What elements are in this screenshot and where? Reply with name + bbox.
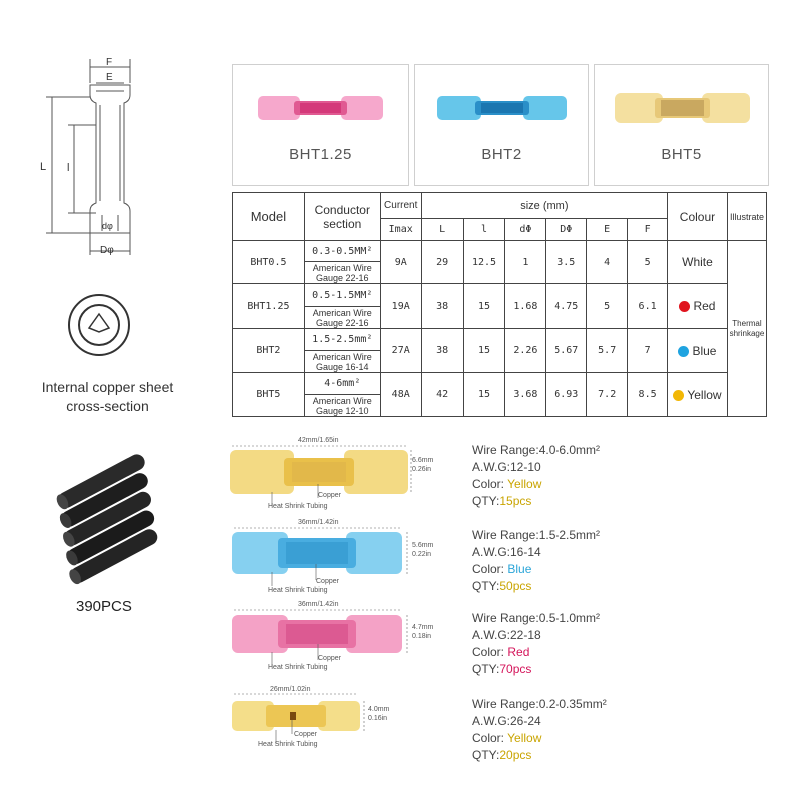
header-imax: Imax	[380, 219, 421, 241]
row-D: 3.5	[546, 241, 587, 284]
product-card-bht2	[414, 64, 589, 186]
diameter-in-label: 0.18in	[412, 633, 432, 640]
color-label: Color:	[472, 731, 505, 745]
cross-section-caption	[20, 378, 195, 416]
row-section: 4-6mm²	[304, 373, 380, 395]
red-dot-icon	[679, 301, 690, 312]
row-d: 1.68	[505, 284, 546, 329]
row-colour	[668, 329, 728, 373]
row-l: 12.5	[463, 241, 505, 284]
row-L: 42	[421, 373, 463, 417]
row-awg: American Wire Gauge 22-16	[304, 307, 380, 329]
color-line	[472, 730, 607, 747]
row-D: 5.67	[546, 329, 587, 373]
header-illustrate: Illustrate	[727, 193, 766, 241]
row-L: 38	[421, 329, 463, 373]
row-colour	[668, 284, 728, 329]
label-F: F	[106, 57, 113, 68]
header-E: E	[587, 219, 628, 241]
product-name: BHT2	[481, 146, 522, 163]
diameter-mm-label: 5.6mm	[412, 542, 434, 549]
length-label: 36mm/1.42in	[298, 601, 339, 608]
blue-dot-icon	[678, 346, 689, 357]
qty-label: QTY:	[472, 579, 500, 593]
diameter-in-label: 0.16in	[368, 715, 388, 722]
header-d: dΦ	[505, 219, 546, 241]
terminal-dimension-drawing	[30, 55, 190, 265]
wire-range: Wire Range:4.0-6.0mm²	[472, 443, 601, 457]
row-F: 5	[628, 241, 668, 284]
row-E: 5.7	[587, 329, 628, 373]
colour-text: Blue	[692, 343, 717, 358]
label-D: Dφ	[100, 245, 114, 256]
wire-range: Wire Range:0.2-0.35mm²	[472, 697, 607, 711]
copper-label: Copper	[318, 655, 341, 662]
connector-image-blue	[226, 518, 416, 598]
qty-value: 50pcs	[499, 579, 532, 593]
row-l: 15	[463, 373, 505, 417]
row-L: 38	[421, 284, 463, 329]
label-l: l	[67, 162, 70, 174]
wire-range: Wire Range:0.5-1.0mm²	[472, 611, 601, 625]
row-colour	[668, 373, 728, 417]
row-F: 7	[628, 329, 668, 373]
row-d: 2.26	[505, 329, 546, 373]
copper-label: Copper	[294, 731, 317, 738]
qty-line	[472, 578, 600, 595]
row-d: 3.68	[505, 373, 546, 417]
row-awg: American Wire Gauge 12-10	[304, 395, 380, 417]
qty-label: QTY:	[472, 748, 500, 762]
color-line	[472, 561, 600, 578]
tubing-label: Heat Shrink Tubing	[268, 664, 328, 671]
row-awg: American Wire Gauge 16-14	[304, 351, 380, 373]
header-colour: Colour	[668, 193, 728, 241]
header-L: L	[421, 219, 463, 241]
awg: A.W.G:26-24	[472, 714, 541, 728]
qty-value: 20pcs	[499, 748, 532, 762]
length-label: 26mm/1.02in	[270, 686, 311, 693]
spec-block-3	[472, 610, 600, 678]
color-value: Yellow	[507, 477, 542, 491]
row-E: 4	[587, 241, 628, 284]
header-l: l	[463, 219, 505, 241]
copper-label: Copper	[316, 578, 339, 585]
color-line	[472, 644, 600, 661]
header-size: size (mm)	[421, 193, 667, 219]
row-l: 15	[463, 329, 505, 373]
label-d: dφ	[102, 221, 113, 231]
header-current: Current	[380, 193, 421, 219]
black-tubes-image	[38, 450, 188, 585]
row-model: BHT5	[233, 373, 305, 417]
row-model: BHT2	[233, 329, 305, 373]
row-E: 7.2	[587, 373, 628, 417]
qty-line	[472, 493, 600, 510]
cross-section-icon	[66, 292, 132, 358]
header-model: Model	[233, 193, 305, 241]
qty-value: 15pcs	[499, 494, 532, 508]
row-model: BHT1.25	[233, 284, 305, 329]
caption-line-2: cross-section	[66, 398, 149, 414]
spec-block-2	[472, 527, 600, 595]
illustrate-value: Thermal shrinkage	[727, 241, 766, 417]
product-name: BHT1.25	[289, 146, 352, 163]
row-F: 8.5	[628, 373, 668, 417]
tubing-label: Heat Shrink Tubing	[258, 741, 318, 748]
tubing-label: Heat Shrink Tubing	[268, 587, 328, 594]
row-D: 4.75	[546, 284, 587, 329]
awg: A.W.G:22-18	[472, 628, 541, 642]
row-section: 1.5-2.5mm²	[304, 329, 380, 351]
header-conductor: Conductor section	[304, 193, 380, 241]
colour-text: White	[682, 255, 713, 269]
diameter-in-label: 0.22in	[412, 551, 432, 558]
color-line	[472, 476, 600, 493]
row-F: 6.1	[628, 284, 668, 329]
diameter-mm-label: 4.0mm	[368, 706, 390, 713]
row-D: 6.93	[546, 373, 587, 417]
copper-label: Copper	[318, 492, 341, 499]
label-L: L	[40, 161, 47, 173]
tubing-label: Heat Shrink Tubing	[268, 503, 328, 510]
header-F: F	[628, 219, 668, 241]
row-colour	[668, 241, 728, 284]
row-section: 0.3-0.5MM²	[304, 241, 380, 262]
awg: A.W.G:16-14	[472, 545, 541, 559]
row-imax: 27A	[380, 329, 421, 373]
length-label: 42mm/1.65in	[298, 437, 339, 444]
color-label: Color:	[472, 562, 505, 576]
row-awg: American Wire Gauge 22-16	[304, 262, 380, 284]
bht125-connector-image	[258, 93, 383, 123]
wire-range: Wire Range:1.5-2.5mm²	[472, 528, 601, 542]
awg: A.W.G:12-10	[472, 460, 541, 474]
spec-block-4	[472, 696, 607, 764]
qty-label: QTY:	[472, 494, 500, 508]
row-imax: 9A	[380, 241, 421, 284]
diameter-in-label: 0.26in	[412, 466, 432, 473]
spec-block-1	[472, 442, 600, 510]
qty-label: QTY:	[472, 662, 500, 676]
label-E: E	[106, 72, 113, 83]
yellow-dot-icon	[673, 390, 684, 401]
product-card-bht5	[594, 64, 769, 186]
colour-text: Yellow	[687, 387, 722, 402]
product-name: BHT5	[661, 146, 702, 163]
color-value: Yellow	[507, 731, 542, 745]
color-label: Color:	[472, 477, 505, 491]
row-L: 29	[421, 241, 463, 284]
row-imax: 48A	[380, 373, 421, 417]
row-imax: 19A	[380, 284, 421, 329]
product-card-bht125	[232, 64, 409, 186]
diameter-mm-label: 4.7mm	[412, 624, 434, 631]
diameter-mm-label: 6.6mm	[412, 457, 434, 464]
qty-line	[472, 747, 607, 764]
header-D: DΦ	[546, 219, 587, 241]
colour-text: Red	[693, 299, 716, 313]
qty-value: 70pcs	[499, 662, 532, 676]
qty-line	[472, 661, 600, 678]
color-value: Blue	[507, 562, 532, 576]
length-label: 36mm/1.42in	[298, 519, 339, 526]
bht5-connector-image	[615, 91, 750, 125]
row-model: BHT0.5	[233, 241, 305, 284]
spec-table	[232, 192, 767, 417]
bht2-connector-image	[437, 93, 567, 123]
color-label: Color:	[472, 645, 505, 659]
row-E: 5	[587, 284, 628, 329]
row-section: 0.5-1.5MM²	[304, 284, 380, 307]
row-l: 15	[463, 284, 505, 329]
caption-line-1: Internal copper sheet	[41, 379, 174, 395]
color-value: Red	[507, 645, 530, 659]
pack-count: 390PCS	[76, 598, 132, 615]
row-d: 1	[505, 241, 546, 284]
